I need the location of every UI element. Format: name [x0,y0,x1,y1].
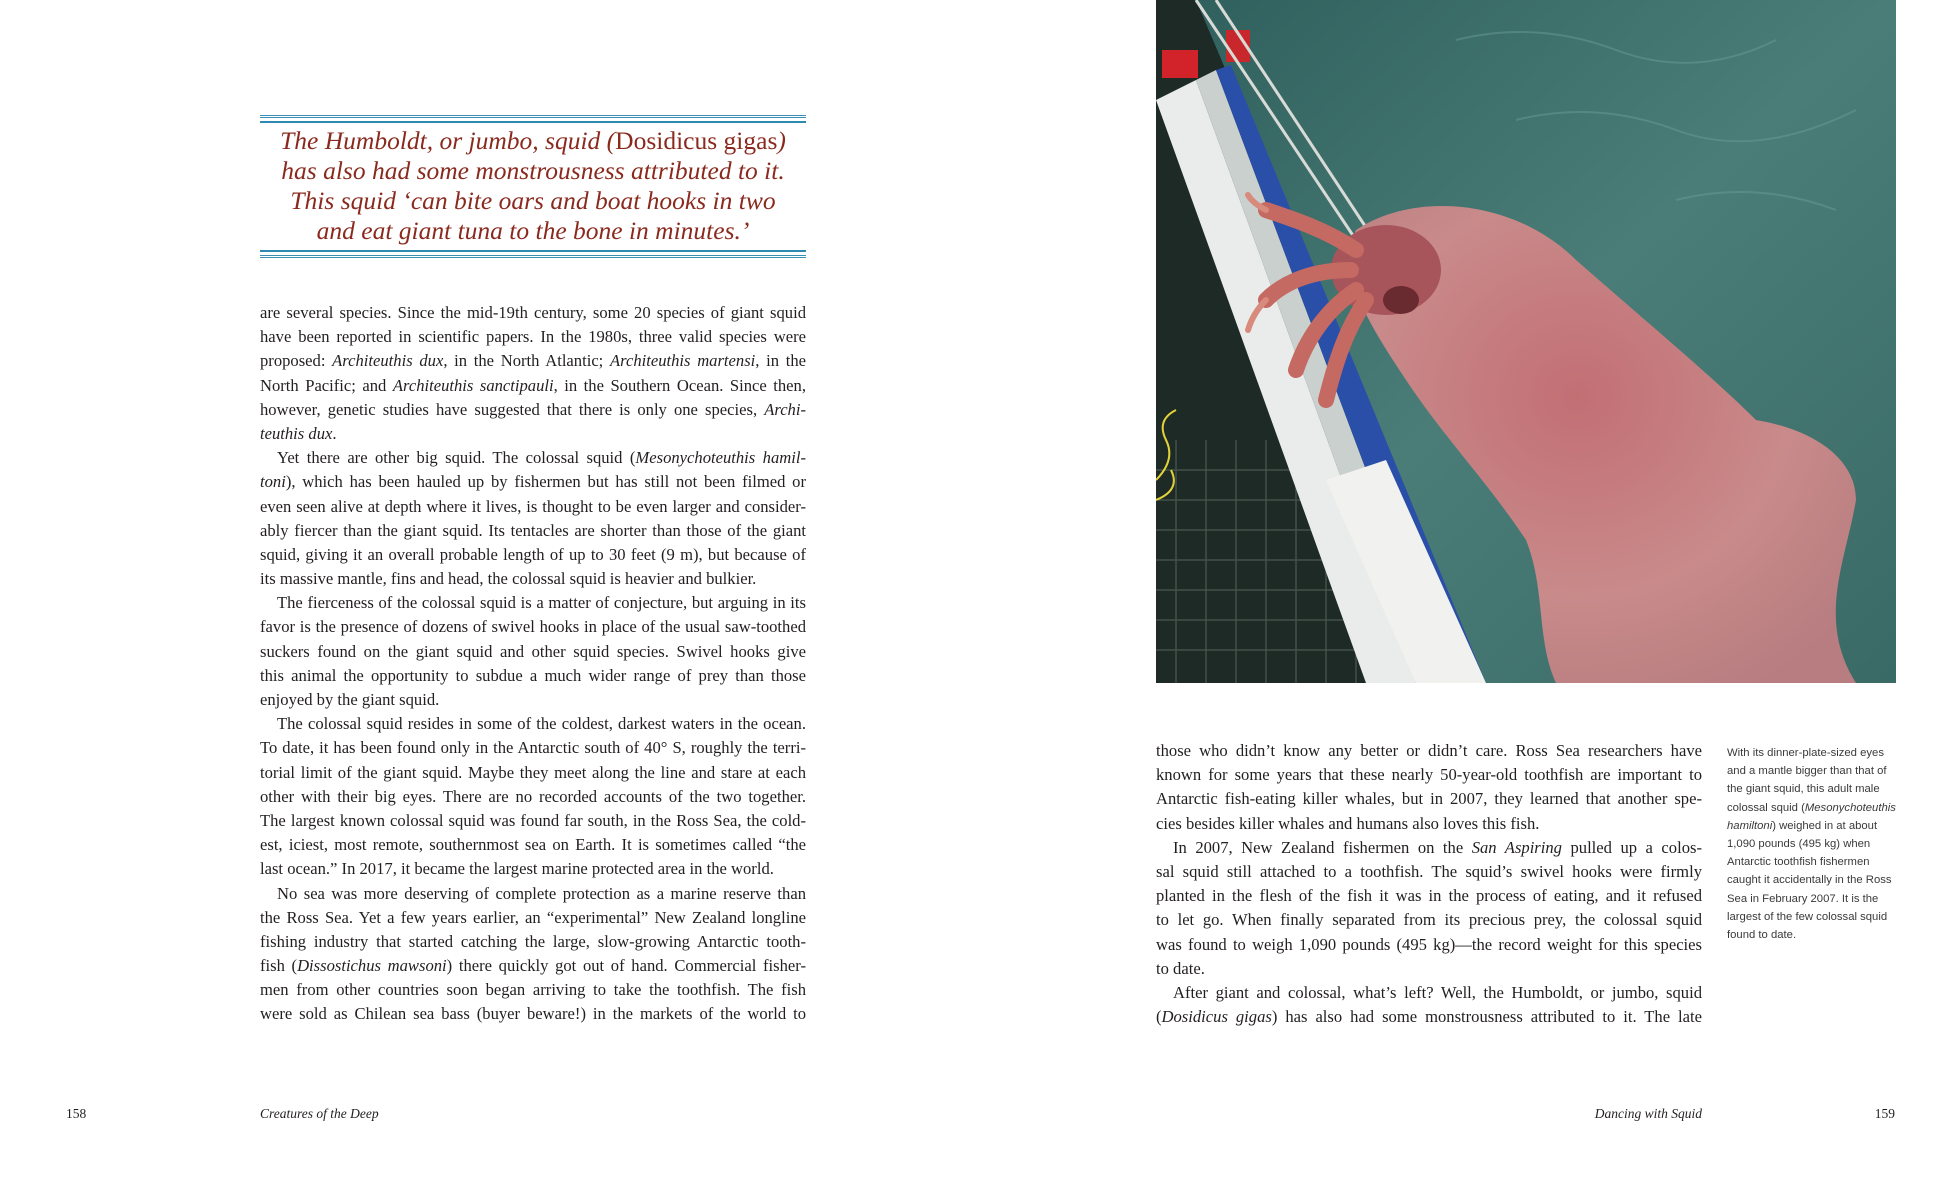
text-line: ably fiercer than the giant squid. Its tentacles are shorter than those of the giant [260,520,806,540]
colossal-squid-photo [1156,0,1896,683]
caption-line: the giant squid, this adult male [1727,783,1880,796]
running-title-right: Dancing with Squid [1594,1106,1702,1121]
pull-quote-line: has also had some monstrousness attributed to it. [281,156,785,185]
text-line: to let go. When finally separated from its precious prey, the colossal squid [1156,910,1702,930]
caption-line: found to date. [1727,929,1797,942]
caption-line: With its dinner-plate-sized eyes [1727,747,1884,759]
text-line: planted in the flesh of the fish it was in the process of eating, and it refused [1156,886,1702,906]
pull-quote-line: and eat giant tuna to the bone in minutes.’ [316,216,750,245]
text-line: Antarctic fish-eating killer whales, but in 2007, they learned that another spe- [1156,789,1702,809]
text-line: After giant and colossal, what’s left? Well, the Humboldt, or jumbo, squid [1173,982,1702,1002]
page-number-left: 158 [66,1106,87,1121]
caption-line: largest of the few colossal squid [1727,910,1888,923]
text-line: The colossal squid resides in some of the coldest, darkest waters in the ocean. [277,714,806,734]
left-body-text [260,301,806,1027]
text-line: The largest known colossal squid was found far south, in the Ross Sea, the cold- [260,810,806,830]
text-line: Yet there are other big squid. The colossal squid (Mesonychoteuthis hamil- [277,448,806,468]
text-line: men from other countries soon began arriving to take the toothfish. The fish [260,980,806,1000]
text-line: to date. [1156,958,1205,978]
pull-quote-line: This squid ‘can bite oars and boat hooks in two [290,186,776,215]
text-line: other with their big eyes. There are no recorded accounts of the two together. [260,786,806,806]
text-line: cies besides killer whales and humans also loves this fish. [1156,813,1540,833]
page-number-right: 159 [1874,1106,1895,1121]
text-line: its massive mantle, fins and head, the colossal squid is heavier and bulkier. [260,569,757,589]
pull-quote [260,115,806,258]
caption-line: Sea in February 2007. It is the [1727,892,1879,905]
text-line: sal squid still attached to a toothfish. The squid’s swivel hooks were firmly [1156,861,1702,881]
text-line: est, iciest, most remote, southernmost sea on Earth. It is sometimes called “the [260,835,806,855]
caption-line: and a mantle bigger than that of [1727,765,1887,778]
text-line: enjoyed by the giant squid. [260,690,440,709]
text-line: last ocean.” In 2017, it became the largest marine protected area in the world. [260,859,774,879]
caption-line: 1,090 pounds (495 kg) when [1727,838,1871,851]
photo-caption [1727,744,1902,944]
text-line: teuthis dux. [260,423,337,443]
text-line: this animal the opportunity to subdue a much wider range of prey than those [260,665,806,685]
text-line: fishing industry that started catching the large, slow-growing Antarctic tooth- [260,931,806,951]
text-line: were sold as Chilean sea bass (buyer beware!) in the markets of the world to [260,1004,806,1024]
text-line: torial limit of the giant squid. Maybe they meet along the line and stare at each [260,762,806,782]
caption-line: caught it accidentally in the Ross [1727,874,1892,887]
text-line: proposed: Architeuthis dux, in the North Atlantic; Architeuthis martensi, in the [260,351,807,371]
running-title-left: Creatures of the Deep [260,1106,379,1121]
pull-quote-bottom-rule [260,250,806,252]
text-line: even seen alive at depth where it lives, is thought to be even larger and consider- [260,496,806,516]
text-line: however, genetic studies have suggested that there is only one species, Archi- [260,399,806,419]
text-line: are several species. Since the mid-19th century, some 20 species of giant squid [260,303,806,322]
text-line: the Ross Sea. Yet a few years earlier, an “experimental” New Zealand longline [260,907,806,927]
pull-quote-top-rule [260,121,806,123]
text-line: have been reported in scientific papers. In the 1980s, three valid species were [260,327,806,347]
caption-line: Antarctic toothfish fishermen [1727,856,1870,869]
text-line: (Dosidicus gigas) has also had some monstrousness attributed to it. The late [1156,1007,1702,1027]
text-line: known for some years that these nearly 50-year-old toothfish are important to [1156,765,1702,785]
text-line: those who didn’t know any better or didn’t care. Ross Sea researchers have [1156,741,1702,760]
text-line: In 2007, New Zealand fishermen on the San Aspiring pulled up a colos- [1173,837,1702,857]
text-line: fish (Dissostichus mawsoni) there quickly got out of hand. Commercial fisher- [260,956,806,976]
text-line: To date, it has been found only in the Antarctic south of 40° S, roughly the terri- [260,738,806,758]
pull-quote-line: The Humboldt, or jumbo, squid (Dosidicus gigas) [280,126,786,155]
text-line: suckers found on the giant squid and other squid species. Swivel hooks give [260,641,806,661]
text-line: favor is the presence of dozens of swivel hooks in place of the usual saw-toothed [260,617,806,637]
text-line: toni), which has been hauled up by fishermen but has still not been filmed or [260,472,806,492]
text-line: was found to weigh 1,090 pounds (495 kg)—the record weight for this species [1156,934,1702,954]
caption-line: hamiltoni) weighed in at about [1727,819,1878,832]
squid-photo-illustration [1156,0,1896,683]
text-line: North Pacific; and Architeuthis sanctipauli, in the Southern Ocean. Since then, [260,375,806,395]
right-body-text [1156,739,1702,1029]
text-line: No sea was more deserving of complete protection as a marine reserve than [277,883,806,903]
text-line: The fierceness of the colossal squid is a matter of conjecture, but arguing in its [277,593,806,613]
text-line: squid, giving it an overall probable length of up to 30 feet (9 m), but because of [260,544,806,564]
caption-line: colossal squid (Mesonychoteuthis [1727,801,1896,814]
